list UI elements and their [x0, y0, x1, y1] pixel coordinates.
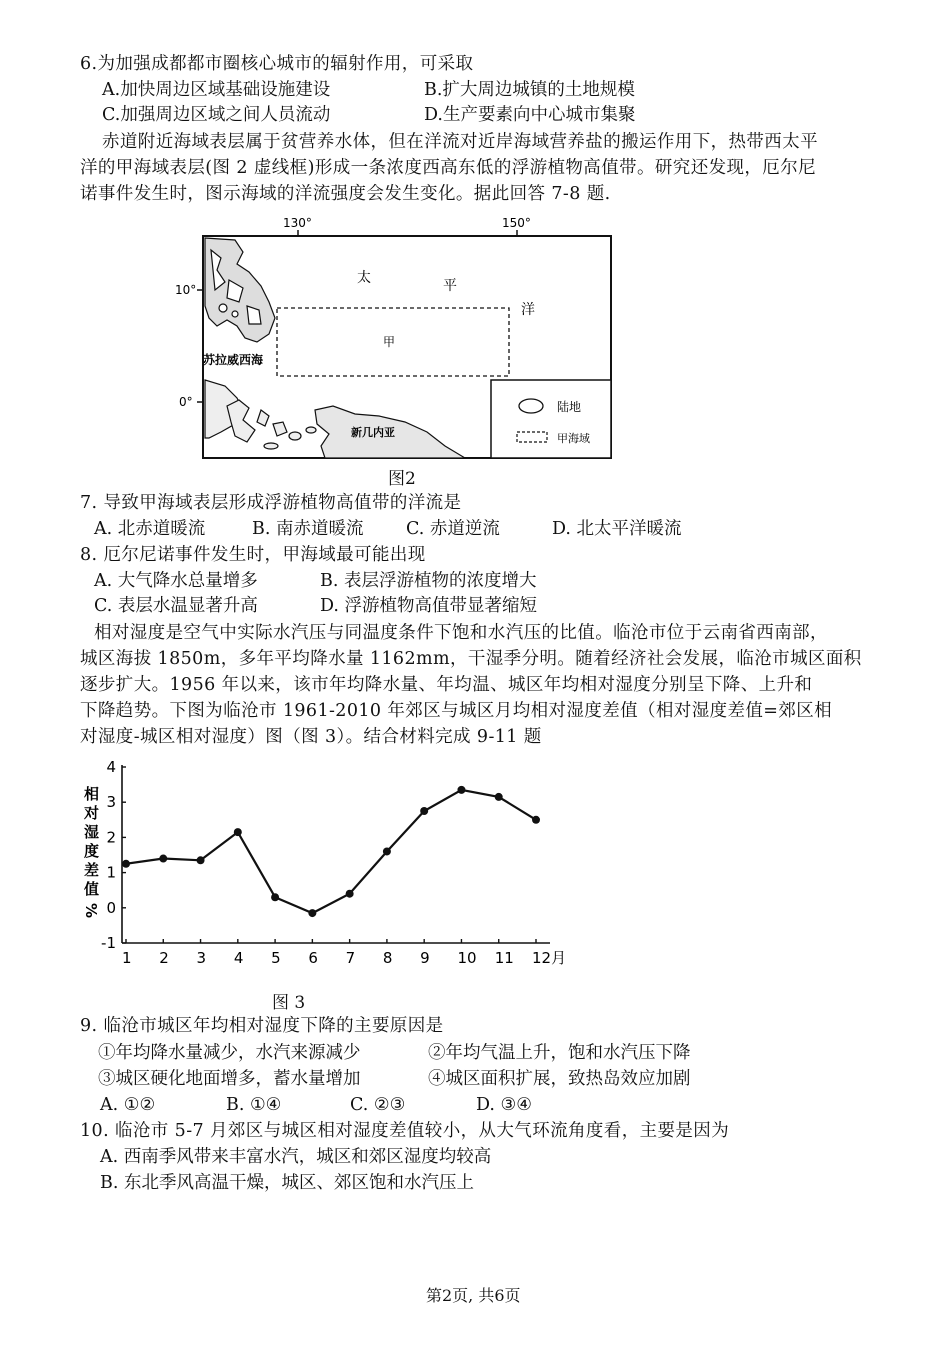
data-point-2 — [159, 855, 167, 863]
label-new-guinea: 新几内亚 — [351, 426, 395, 439]
label-tai: 太 — [357, 270, 371, 286]
y-label-char: 值 — [84, 880, 100, 898]
legend-sea-label: 甲海域 — [557, 432, 590, 445]
x-tick-label: 7 — [345, 949, 356, 967]
q8-option-c: C. 表层水温显著升高 — [94, 596, 258, 616]
page-footer: 第2页, 共6页 — [426, 1286, 521, 1305]
legend-land-symbol — [519, 399, 543, 413]
map-legend — [491, 380, 611, 458]
philippines-land — [205, 238, 275, 342]
q9-item-2: ②年均气温上升，饱和水汽压下降 — [428, 1043, 691, 1063]
y-label-char: 度 — [84, 842, 100, 860]
q10-option-a: A. 西南季风带来丰富水汽，城区和郊区湿度均较高 — [100, 1147, 492, 1167]
label-jia: 甲 — [383, 335, 396, 349]
x-tick-label: 10 — [457, 949, 477, 967]
y-tick-label: -1 — [101, 934, 116, 952]
x-tick-labels — [122, 949, 566, 967]
q9-stem: 9. 临沧市城区年均相对湿度下降的主要原因是 — [80, 1016, 444, 1036]
y-label-char: 相 — [84, 785, 100, 803]
data-point-12 — [532, 816, 540, 824]
figure-2-map — [165, 210, 625, 470]
lon-label-150: 150° — [502, 216, 531, 230]
q9-option-a: A. ①② — [100, 1095, 156, 1115]
x-tick-label: 8 — [382, 949, 393, 967]
data-point-6 — [308, 909, 316, 917]
lat-label-10: 10° — [175, 283, 197, 297]
data-point-1 — [122, 860, 130, 868]
x-tick-label: 5 — [271, 949, 281, 967]
y-tick-label: 3 — [106, 793, 116, 812]
x-tick-label: 4 — [233, 949, 244, 967]
x-tick-label: 9 — [420, 949, 430, 967]
q7-option-d: D. 北太平洋暖流 — [552, 519, 682, 539]
q8-option-b: B. 表层浮游植物的浓度增大 — [320, 571, 537, 591]
material-9-11-line-1: 相对湿度是空气中实际水汽压与同温度条件下饱和水汽压的比值。临沧市位于云南省西南部， — [94, 623, 828, 643]
y-tick-labels — [101, 758, 116, 952]
x-tick-label: 6 — [308, 949, 318, 967]
data-points — [122, 786, 540, 917]
q7-option-a: A. 北赤道暖流 — [94, 519, 206, 539]
q7-stem: 7. 导致甲海域表层形成浮游植物高值带的洋流是 — [80, 493, 462, 513]
lat-label-0: 0° — [179, 395, 193, 409]
material-9-11-line-4: 下降趋势。下图为临沧市 1961-2010 年郊区与城区月均相对湿度差值（相对湿度差值=郊区相 — [80, 701, 833, 721]
material-7-8-line-3: 诺事件发生时，图示海域的洋流强度会发生变化。据此回答 7-8 题. — [80, 184, 611, 204]
data-point-8 — [383, 847, 391, 855]
material-7-8-line-1: 赤道附近海域表层属于贫营养水体，但在洋流对近岸海域营养盐的搬运作用下，热带西太平 — [102, 132, 818, 152]
q8-option-a: A. 大气降水总量增多 — [94, 571, 258, 591]
x-tick-label: 11 — [494, 949, 514, 967]
q6-option-c: C.加强周边区域之间人员流动 — [102, 105, 331, 125]
chart-axes — [122, 765, 550, 943]
lon-label-130: 130° — [283, 216, 312, 230]
q7-option-b: B. 南赤道暖流 — [252, 519, 364, 539]
y-tick-label: 2 — [106, 828, 116, 847]
y-label-char: 湿 — [84, 823, 100, 841]
data-point-11 — [495, 793, 503, 801]
q9-item-4: ④城区面积扩展，致热岛效应加剧 — [428, 1069, 691, 1089]
q9-option-d: D. ③④ — [476, 1095, 532, 1115]
label-yang: 洋 — [521, 302, 535, 318]
series-line — [126, 790, 536, 913]
y-label-char: % — [82, 903, 100, 919]
q6-option-b: B.扩大周边城镇的土地规模 — [424, 80, 635, 100]
data-point-10 — [457, 786, 465, 794]
q10-stem: 10. 临沧市 5-7 月郊区与城区相对湿度差值较小，从大气环流角度看，主要是因为 — [80, 1121, 730, 1141]
q10-option-b: B. 东北季风高温干燥，城区、郊区饱和水汽压上 — [100, 1173, 474, 1193]
figure-3-chart — [70, 755, 580, 975]
data-point-3 — [197, 856, 205, 864]
figure-2-caption: 图2 — [388, 469, 416, 489]
q6-option-a: A.加快周边区域基础设施建设 — [102, 80, 331, 100]
q9-item-3: ③城区硬化地面增多，蓄水量增加 — [98, 1069, 361, 1089]
q6-option-d: D.生产要素向中心城市集聚 — [424, 105, 636, 125]
y-tick-label: 0 — [106, 898, 116, 917]
q7-option-c: C. 赤道逆流 — [406, 519, 500, 539]
y-tick-label: 4 — [106, 758, 116, 776]
label-sulawesi-sea: 苏拉威西海 — [203, 353, 264, 367]
y-tick-label: 1 — [106, 863, 116, 882]
q9-item-1: ①年均降水量减少，水汽来源减少 — [98, 1043, 361, 1063]
data-point-5 — [271, 893, 279, 901]
label-ping: 平 — [443, 278, 457, 294]
x-tick-label: 12月 — [532, 949, 567, 967]
indonesia-land — [205, 380, 316, 449]
legend-land-label: 陆地 — [557, 400, 582, 414]
q8-stem: 8. 厄尔尼诺事件发生时，甲海域最可能出现 — [80, 545, 426, 565]
material-9-11-line-5: 对湿度-城区相对湿度）图（图 3）。结合材料完成 9-11 题 — [80, 727, 542, 747]
data-point-4 — [234, 828, 242, 836]
x-tick-label: 2 — [159, 949, 169, 967]
x-tick-label: 1 — [122, 949, 132, 967]
material-7-8-line-2: 洋的甲海域表层(图 2 虚线框)形成一条浓度西高东低的浮游植物高值带。研究还发现，厄尔尼 — [80, 158, 817, 178]
data-point-7 — [346, 890, 354, 898]
q8-option-d: D. 浮游植物高值带显著缩短 — [320, 596, 538, 616]
y-label-char: 对 — [84, 804, 100, 822]
data-point-9 — [420, 807, 428, 815]
x-tick-label: 3 — [196, 949, 207, 967]
material-9-11-line-2: 城区海拔 1850m，多年平均降水量 1162mm，干湿季分明。随着经济社会发展，临沧市城区面积 — [80, 649, 862, 669]
material-9-11-line-3: 逐步扩大。1956 年以来，该市年均降水量、年均温、城区年均相对湿度分别呈下降、上升和 — [80, 675, 813, 695]
q9-option-b: B. ①④ — [226, 1095, 282, 1115]
y-label-char: 差 — [84, 861, 100, 879]
q6-stem: 6.为加强成都都市圈核心城市的辐射作用，可采取 — [80, 54, 474, 74]
q9-option-c: C. ②③ — [350, 1095, 406, 1115]
figure-3-caption: 图 3 — [272, 993, 306, 1013]
y-axis-label — [82, 785, 100, 918]
